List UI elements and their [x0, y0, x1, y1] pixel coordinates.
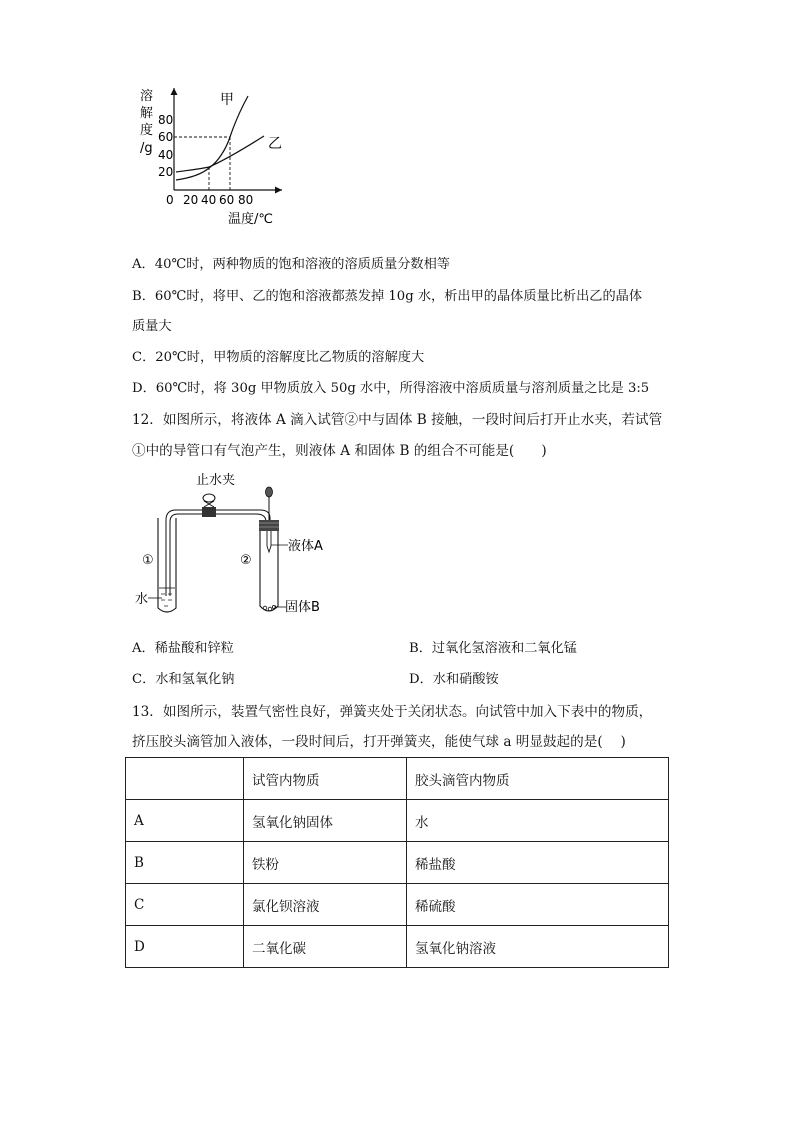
rubber-stopper [259, 520, 279, 531]
q12-stem-line2: ①中的导管口有气泡产生，则液体 A 和固体 B 的组合不可能是( ) [132, 443, 547, 459]
x-tick-label: 40 [201, 193, 217, 207]
table-cell: A [126, 800, 244, 842]
table-header-cell: 胶头滴管内物质 [407, 758, 669, 800]
dropper-icon [266, 487, 273, 552]
q11-option-b-cont: 质量大 [132, 319, 172, 334]
q12-option-c: C．水和氢氧化钠 [132, 672, 235, 687]
y-tick-label: 40 [158, 148, 174, 162]
y-axis-label-3: 度 [140, 123, 154, 138]
table-cell: 稀盐酸 [407, 842, 669, 884]
q12-option-b: B．过氧化氢溶液和二氧化锰 [409, 641, 577, 656]
x-tick-label: 20 [183, 193, 199, 207]
series-label-yi: 乙 [268, 136, 282, 152]
table-row [126, 800, 669, 842]
solid-b-label: 固体B [285, 600, 320, 615]
table-cell: 水 [407, 800, 669, 842]
y-tick-label: 20 [158, 165, 174, 179]
series-jia-curve [176, 96, 248, 180]
x-tick-label: 60 [219, 193, 235, 207]
q12-option-d: D．水和硝酸铵 [409, 672, 499, 687]
q12-stem-line1: 12．如图所示，将液体 A 滴入试管②中与固体 B 接触，一段时间后打开止水夹，若试管 [132, 412, 663, 428]
solubility-chart [130, 82, 300, 232]
clamp-label: 止水夹 [196, 473, 236, 488]
x-tick-label: 0 [166, 193, 174, 207]
q12-option-a: A．稀盐酸和锌粒 [132, 641, 234, 656]
table-cell: 稀硫酸 [407, 884, 669, 926]
liquid-a-label: 液体A [288, 539, 323, 554]
q11-option-a: A．40℃时，两种物质的饱和溶液的溶质质量分数相等 [132, 257, 450, 272]
table-cell: 氢氧化钠溶液 [407, 926, 669, 968]
q11-option-c: C．20℃时，甲物质的溶解度比乙物质的溶解度大 [132, 350, 425, 365]
table-cell: 铁粉 [244, 842, 407, 884]
q12-apparatus-figure [130, 470, 340, 620]
delivery-tube-inner [166, 510, 270, 596]
table-cell: D [126, 926, 244, 968]
table-header-cell [126, 758, 244, 800]
table-row [126, 842, 669, 884]
table-cell: 氯化钡溶液 [244, 884, 407, 926]
table-cell: B [126, 842, 244, 884]
table-row [126, 926, 669, 968]
y-axis-label-4: /g [140, 141, 153, 156]
y-axis-label-2: 解 [140, 106, 154, 121]
table-cell: 二氧化碳 [244, 926, 407, 968]
q13-table [125, 757, 669, 968]
tube-2-label: ② [240, 553, 252, 568]
table-header-row [126, 758, 669, 800]
water-label: 水 [135, 592, 149, 607]
q13-stem-line2: 挤压胶头滴管加入液体，一段时间后，打开弹簧夹，能使气球 a 明显鼓起的是( ) [132, 734, 626, 750]
table-cell: 氢氧化钠固体 [244, 800, 407, 842]
q11-option-d: D．60℃时，将 30g 甲物质放入 50g 水中，所得溶液中溶质质量与溶剂质量之比是 3:5 [132, 381, 650, 396]
table-row [126, 884, 669, 926]
y-tick-label: 60 [158, 130, 174, 144]
series-yi-curve [176, 136, 264, 172]
table-header-cell: 试管内物质 [244, 758, 407, 800]
y-tick-label: 80 [158, 113, 174, 127]
table-cell: C [126, 884, 244, 926]
series-label-jia: 甲 [220, 92, 234, 108]
q11-option-b: B．60℃时，将甲、乙的饱和溶液都蒸发掉 10g 水，析出甲的晶体质量比析出乙的晶体 [132, 289, 643, 304]
test-tube-2 [260, 531, 278, 611]
water-clamp-icon [202, 494, 216, 517]
x-axis-label: 温度/℃ [228, 212, 273, 227]
tube-1-label: ① [142, 553, 154, 568]
q13-stem-line1: 13．如图所示，装置气密性良好，弹簧夹处于关闭状态。向试管中加入下表中的物质， [132, 704, 653, 720]
y-axis-label-1: 溶 [140, 89, 154, 104]
x-tick-label: 80 [238, 193, 254, 207]
